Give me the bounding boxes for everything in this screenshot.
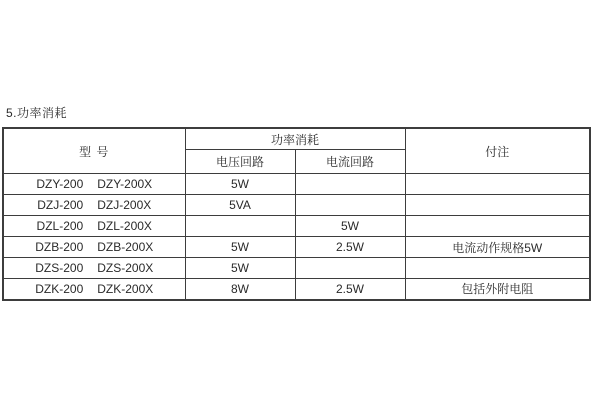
model-base-label: DZK-200 <box>35 281 84 296</box>
note-cell <box>405 195 590 216</box>
model-variant-label: DZB-200X <box>97 240 154 254</box>
table-row <box>3 279 590 300</box>
model-base-label: DZS-200 <box>35 261 84 275</box>
model-cell <box>3 216 185 237</box>
table-body <box>3 174 590 300</box>
voltage-circuit-cell: 8W <box>185 279 295 300</box>
table-row <box>3 258 590 279</box>
column-header-notes: 付注 <box>405 128 590 174</box>
column-header-voltage-circuit: 电压回路 <box>185 150 295 174</box>
model-cell <box>3 174 185 195</box>
current-circuit-cell <box>295 195 405 216</box>
table-row <box>3 237 590 258</box>
voltage-circuit-cell <box>185 216 295 237</box>
current-circuit-cell: 5W <box>295 216 405 237</box>
column-header-power-group: 功率消耗 <box>185 128 405 150</box>
table-row <box>3 174 590 195</box>
current-circuit-cell <box>295 258 405 279</box>
column-header-model: 型 号 <box>3 128 185 174</box>
current-circuit-cell: 2.5W <box>295 237 405 258</box>
model-base-label: DZB-200 <box>35 240 84 254</box>
section-title: 5.功率消耗 <box>6 106 68 120</box>
column-header-current-circuit: 电流回路 <box>295 150 405 174</box>
header-row-top <box>3 128 590 150</box>
model-variant-label: DZJ-200X <box>97 198 152 212</box>
model-cell <box>3 195 185 216</box>
model-base-label: DZL-200 <box>36 219 84 233</box>
model-variant-label: DZY-200X <box>97 177 153 191</box>
current-circuit-cell <box>295 174 405 195</box>
note-cell <box>405 258 590 279</box>
model-base-label: DZJ-200 <box>37 198 84 212</box>
table-row <box>3 216 590 237</box>
model-variant-label: DZL-200X <box>97 219 152 233</box>
model-base-label: DZY-200 <box>36 177 84 191</box>
model-variant-label: DZK-200X <box>97 281 154 296</box>
voltage-circuit-cell: 5VA <box>185 195 295 216</box>
note-cell: 电流动作规格5W <box>405 237 590 258</box>
model-cell <box>3 237 185 258</box>
voltage-circuit-cell: 5W <box>185 237 295 258</box>
current-circuit-cell: 2.5W <box>295 279 405 300</box>
note-cell <box>405 216 590 237</box>
model-cell <box>3 258 185 279</box>
model-variant-label: DZS-200X <box>97 261 154 275</box>
table-row <box>3 195 590 216</box>
voltage-circuit-cell: 5W <box>185 174 295 195</box>
note-cell <box>405 174 590 195</box>
model-cell <box>3 279 185 300</box>
power-consumption-table <box>2 127 591 301</box>
voltage-circuit-cell: 5W <box>185 258 295 279</box>
note-cell: 包括外附电阻 <box>405 279 590 300</box>
